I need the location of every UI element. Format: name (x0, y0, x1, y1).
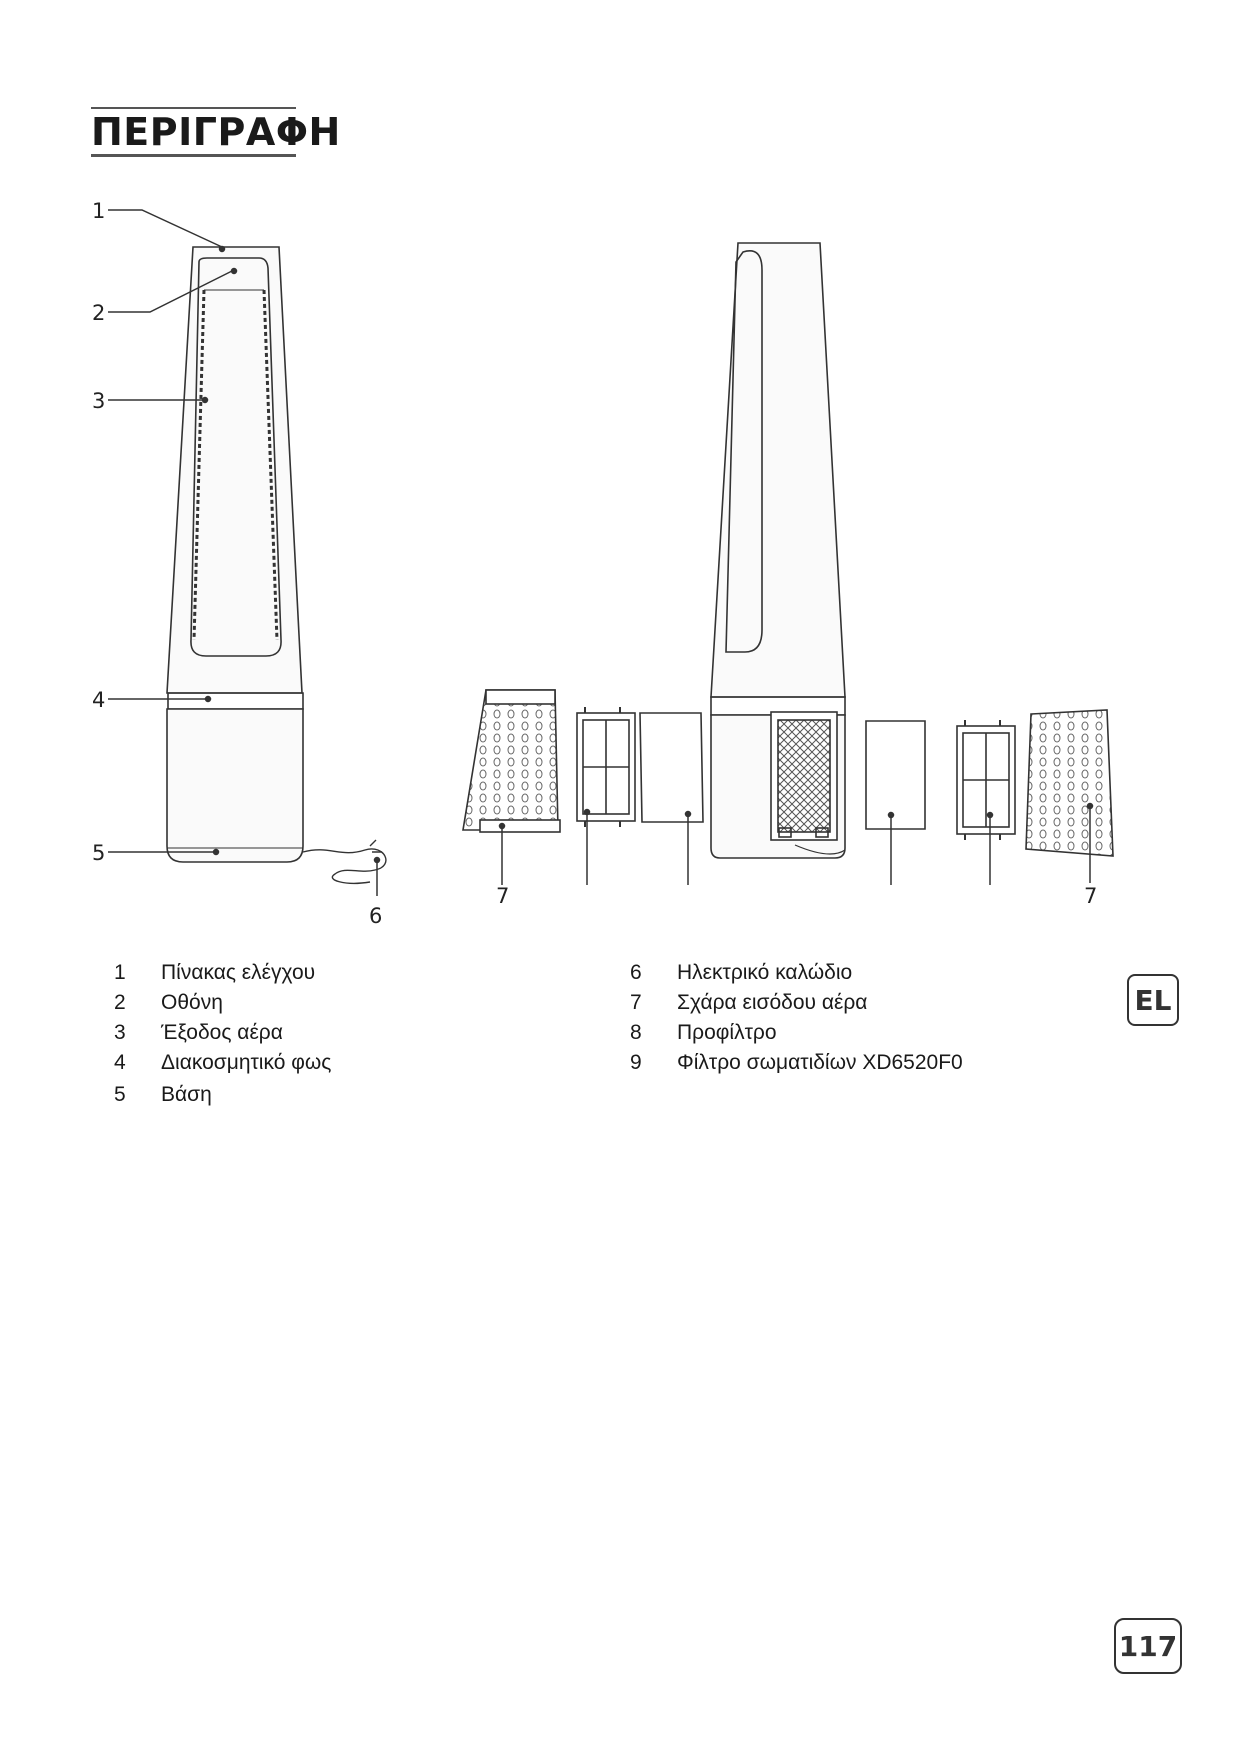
legend-number: 6 (630, 961, 642, 984)
legend-text: Ηλεκτρικό καλώδιο (677, 961, 853, 984)
legend-number: 5 (114, 1083, 126, 1106)
callout-4: 4 (92, 688, 106, 712)
legend-text: Πίνακας ελέγχου (161, 961, 316, 984)
legend-number: 4 (114, 1051, 126, 1074)
legend-number: 3 (114, 1021, 126, 1044)
tower-rear-view (711, 243, 845, 858)
callout-5: 5 (92, 841, 106, 865)
legend-text: Διακοσμητικό φως (161, 1051, 332, 1074)
legend-text: Βάση (161, 1083, 212, 1106)
callout-6: 6 (369, 904, 383, 928)
legend-number: 2 (114, 991, 126, 1014)
page-number: 117 (1114, 1618, 1182, 1674)
tower-front-view (167, 247, 386, 883)
legend-number: 7 (630, 991, 642, 1014)
page-title: ΠΕΡΙΓΡΑΦΗ (91, 110, 341, 154)
legend-right (630, 961, 1070, 1091)
callout-2: 2 (92, 301, 106, 325)
legend-text: Φίλτρο σωματιδίων XD6520F0 (677, 1051, 963, 1074)
language-badge: EL (1127, 974, 1179, 1026)
legend-number: 9 (630, 1051, 642, 1074)
legend-text: Προφίλτρο (677, 1021, 777, 1044)
callout-3: 3 (92, 389, 106, 413)
legend-number: 8 (630, 1021, 642, 1044)
legend-number: 1 (114, 961, 126, 984)
legend-text: Έξοδος αέρα (161, 1021, 283, 1044)
callout-1: 1 (92, 199, 106, 223)
legend-text: Οθόνη (161, 991, 223, 1014)
legend-text: Σχάρα εισόδου αέρα (677, 991, 868, 1014)
legend-left (114, 961, 494, 1121)
callout-7-right: 7 (1084, 884, 1098, 908)
callout-7-left: 7 (496, 884, 510, 908)
